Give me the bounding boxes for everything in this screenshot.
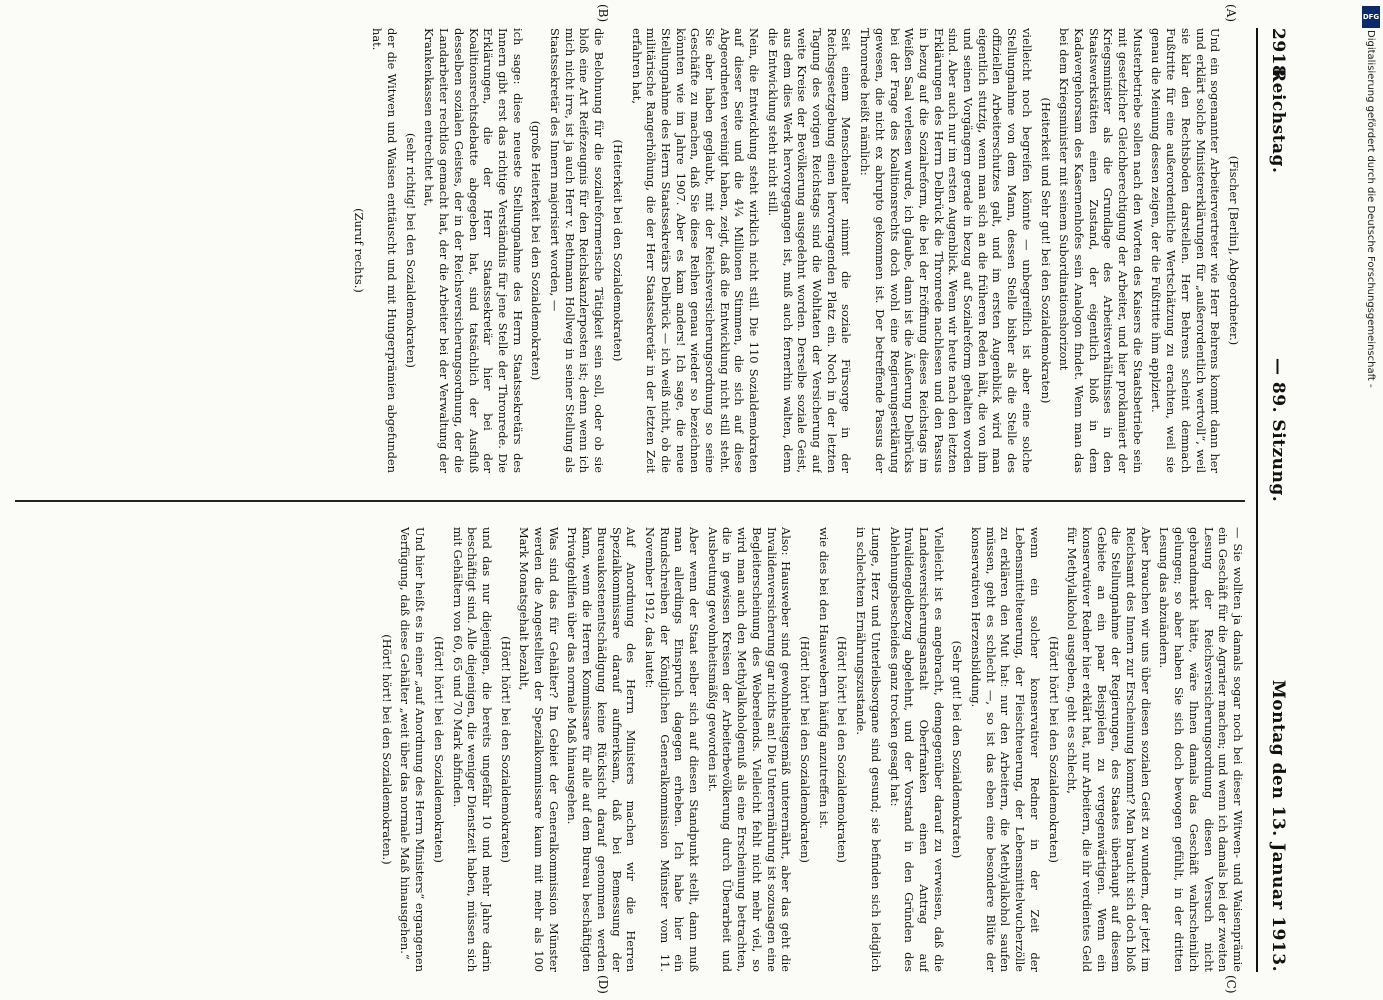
paragraph: die Belohnung für die sozialreformerische Tätigkeit sein soll, oder ob sie bloß eine Art Reifezeugnis für den Reichskanzlerposten ist; denn wenn ich mich nicht irre, ist ja auch Herr v. Bethmann Hollweg in seiner Stellung als Staatssekretär des Innern majorisiert worden, — [548, 28, 607, 473]
paragraph: Nein, die Entwicklung steht wirklich nicht still. Die 110 Sozialdemokraten auf dieser Seite und die 4¼ Millionen Stimmen, die sich auf diese Abgeordneten vereinigt haben, zeigt, daß die Entwicklung nicht still steht. Sie aber haben geglaubt, mit der Reichsversicherungsordnung so seine Geschäfte zu machen, daß Sie diese Reihen genau wieder so bezeichnen könnten wie im Jahre 1907. Aber es kam anders! Ich sage, die neue Stellungnahme des Herrn Staatssekretärs Delbrück — ich weiß nicht, ob die militärische Rangerhöhung, die der Herr Staatssekretär in der letzten Zeit erfahren hat, [629, 28, 762, 473]
paragraph: und das nur diejenigen, die bereits ungefähr 10 und mehr Jahre darin beschäftigt sind. Alle diejenigen, die weniger Dienstzeit haben, müssen sich mit Gehältern von 60, 65 und 70 Mark abfinden. [450, 527, 494, 972]
paragraph: Und hier heißt es in einer „auf Anordnung des Herrn Ministers“ ergangenen Verfügung, daß diese Gehälter „weit über das normale Maß hinausgehen.“ [398, 527, 428, 972]
paragraph: Auf Anordnung des Herrn Ministers machen wir die Herren Spezialkommissare darauf aufmerksam, daß bei Bemessung der Bureaukostenentschädigung keine Rücksicht darauf genommen werden kann, wenn die Herren Kommissare für alle auf dem Bureau beschäftigten Privatgehilfen über das normale Maß hinausgehen. [565, 527, 639, 972]
paragraph: — Sie wollten ja damals sogar noch bei dieser Witwen- und Waisenprämie ein Geschäft für die Agrarier machen; und wenn ich damals bei der zweiten Lesung der Reichsversicherungsordnung diesen Versuch nicht gebrandmarkt hätte, wäre Ihnen damals das Geschäft wahrscheinlich gelungen; so aber haben Sie sich doch bewogen gefühlt, in der dritten Lesung das abzuändern. [1157, 527, 1245, 972]
paragraph: Seit einem Menschenalter nimmt die soziale Fürsorge in der Reichsgesetzgebung einen hervorragenden Platz ein. Noch in der letzten Tagung des vorigen Reichstags sind die Wohltaten der Versicherung auf weite Kreise der Bevölkerung ausgedehnt worden. Derselbe soziale Geist, aus dem dies Werk hervorgegangen ist, muß auch fernerhin walten, denn die Entwicklung steht nicht still. [765, 28, 854, 473]
paragraph: Was sind das für Gehälter? Im Gebiet der Generalkommission Münster werden die Angestellten der Spezialkommissare kaum mit mehr als 100 Mark Monatsgehalt bezahlt, [517, 527, 561, 972]
header-date: Montag den 13. Januar 1913. [1268, 679, 1288, 972]
interjection: (Heiterkeit bei den Sozialdemokraten) [610, 139, 625, 362]
page-header [1256, 28, 1300, 972]
margin-mark-a: (A) [1224, 4, 1238, 23]
interjection: (Hört! hört! bei den Sozialdemokraten) [431, 636, 446, 863]
dfg-logo: DFG [1362, 6, 1380, 28]
interjection: (Fischer [Berlin], Abgeordneter.) [1227, 155, 1241, 346]
interjection: (große Heiterkeit bei den Sozialdemokraten) [529, 120, 544, 381]
paragraph: der die Witwen und Waisen enttäuscht und mit Hungerprämien abgefunden hat. [370, 28, 400, 473]
paragraph: wie dies bei den Hauswebern häufig anzutreffen ist. [816, 527, 831, 829]
interjection: (Heiterkeit und Sehr gut! bei den Sozialdemokraten) [1038, 97, 1053, 404]
interjection: (Zuruf rechts.) [351, 208, 366, 293]
interjection: (Hört! hört! bei den Sozialdemokraten) [798, 636, 813, 863]
session-label: — 89. Sitzung. [1268, 358, 1288, 503]
column-divider [15, 500, 1245, 502]
paragraph: Aber wenn der Staat selber sich auf diesen Standpunkt stellt, dann muß man allerdings Einspruch dagegen erheben. Ich habe hier ein Rundschreiben der Königlichen Generalkommission Münster vom 11. November 1912, das lautet: [642, 527, 702, 972]
right-text-column [15, 527, 1245, 972]
interjection: (Sehr gut! bei den Sozialdemokraten) [950, 640, 965, 859]
paragraph: Vielleicht ist es angebracht, demgegenüber darauf zu verweisen, daß die Landesversicherungsanstalt Oberfranken einen Antrag auf Invalidengeldbezug abgelehnt, und der Vorstand in den Gründen des Ablehnungsbescheides ganz trocken gesagt hat: [887, 527, 946, 972]
paragraph: vielleicht noch begreifen könnte — unbegreiflich ist aber eine solche Stellungnahme von dem Mann, dessen Stelle bisher als die Stelle des offiziellen Arbeiterschutzes galt, und im ersten Augenblick wird man eigentlich stutzig, wenn man sich an die früheren Reden hält, die von ihm und seinen Vorgängern gerade in bezug auf Sozialreform gehalten worden sind. Aber auch nur im ersten Augenblick. Wenn wir heute nach den letzten Erklärungen des Herrn Delbrück die Thronrede nachlesen und den Passus in bezug auf die Sozialreform, die bei der Eröffnung dieses Reichstags im Weißen Saal verlesen wurde, ich glaube, dann ist die Äußerung Delbrücks bei der Frage des Koalitionsrechts doch wohl eine Regierungserklärung gewesen, die nicht ex abrupto gekommen ist. Der betreffende Passus der Thronrede heißt nämlich: [858, 28, 1034, 473]
margin-mark-c: (C) [1224, 975, 1238, 994]
margin-mark-b: (B) [596, 4, 610, 23]
digitization-note [1360, 30, 1380, 790]
paragraph: ich sage: diese neueste Stellungnahme des Herrn Staatssekretärs des Innern gibt erst das richtige Verständnis für jene Stelle der Thronrede. Die Erklärungen, die der Herr Staatssekretär hier bei der Koalitionsrechtsdebatte abgegeben hat, sind tatsächlich der Ausfluß desselben sozialen Geistes, der in der Reichsversicherungsordnung, der die Landarbeiter rechtlos gemacht hat, der die Arbeiter bei der Verwaltung der Krankenkassen entrechtet hat, [422, 28, 525, 473]
paragraph: Musterbetriebe sollen nach den Worten des Kaisers die Staatsbetriebe sein mit gesetzlicher Gleichberechtigung der Arbeiter, und hier proklamiert der Kriegsminister als die Grundlage des Arbeitsverhältnisses in den Staatswerkstätten einen Zustand, der eigentlich bloß in dem Kadavergehorsam des Kasernenhofes sein Analogon findet. Wenn man das bei dem Kriegsminister mit seinem Subordinationshorizont [1057, 28, 1145, 473]
paragraph: Aber brauchen wir uns über diesen sozialen Geist zu wundern, der jetzt im Reichsamt des Innern zur Erscheinung kommt? Man braucht sich doch bloß die Stellungnahme der Regierungen, des Staates überhaupt auf diesem Gebiete an ein paar Beispielen zu vergegenwärtigen. Wenn ein konservativer Redner hier erklärt hat, nur Arbeitern, die ihr verdientes Geld für Methylalkohol ausgeben, geht es schlecht, [1065, 527, 1153, 972]
left-text-column [15, 28, 1245, 473]
paragraph: Und ein sogenannter Arbeitervertreter wie Herr Behrens kommt dann her und erklärt solche Ministererklärungen für „außerordentlich wertvoll“, weil sie klar den Rechtsboden darstellen. Herr Behrens scheint demnach Fußtritte für eine außerordentliche Wertschätzung zu erachten, weil sie genau die Meinung dessen zeigen, der die Fußtritte ihm applziert. [1149, 28, 1223, 473]
paragraph: wenn ein solcher konservativer Redner in der Zeit der Lebensmittelteuerung, der Fleischteuerung, der Lebensmittelwucherzölle zu erklären den Mut hat: nur den Arbeitern, die Methylalkohol saufen müssen, geht es schlecht —, so ist das eben eine besondere Blüte der konservativen Herzensbildung. [969, 527, 1042, 972]
digitization-note-text: Digitalisierung gefördert durch die Deutsche Forschungsgemeinschaft - [1365, 30, 1376, 388]
page-number: 2918 [1268, 28, 1288, 78]
interjection: (Hört! hört! bei den Sozialdemokraten) [498, 636, 513, 863]
interjection: (Hört! hört! bei den Sozialdemokraten) [835, 636, 850, 863]
paragraph: Also: Hausweber sind gewohnheitsgemäß unterernährt, aber das geht die Invalidenversicherung gar nichts an! Die Unterernährung ist sozusagen eine Begleiterscheinung des Weberelends. Vielleicht fehlt nicht mehr viel, so wird man auch den Methylalkoholgenuß als eine Erscheinung betrachten, die in gewissen Kreisen der Arbeiterbevölkerung durch Überarbeit und Ausbeutung gewohnheitsmäßig geworden ist. [705, 527, 794, 972]
interjection: (Hört! hört! bei den Sozialdemokraten.) [379, 634, 394, 865]
margin-mark-d: (D) [596, 975, 610, 994]
interjection: (Hört! hört! bei den Sozialdemokraten) [1046, 636, 1061, 863]
header-title: Reichstag. [1268, 68, 1288, 174]
interjection: (sehr richtig! bei den Sozialdemokraten) [403, 133, 418, 368]
paragraph: Lunge, Herz und Unterleibsorgane sind gesund; sie befinden sich lediglich in schlechtem Ernährungszustande. [854, 527, 883, 972]
